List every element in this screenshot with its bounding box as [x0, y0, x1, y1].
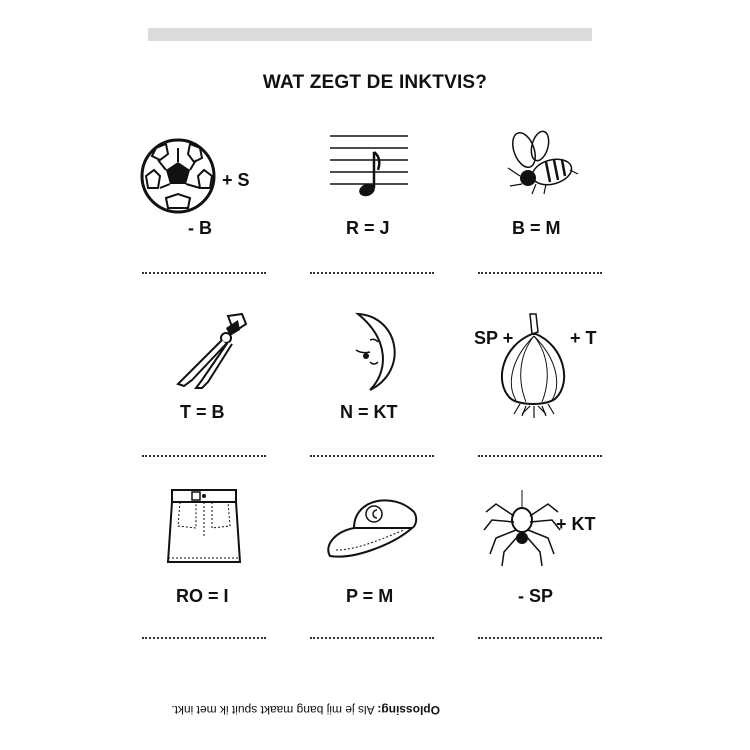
music-note-icon — [330, 130, 410, 205]
solution-text — [120, 703, 440, 717]
header-bar — [148, 28, 592, 41]
bee-icon — [502, 130, 582, 205]
puzzle-9-side-label: + KT — [556, 514, 596, 534]
answer-line-2[interactable] — [310, 272, 434, 274]
spider-icon — [482, 490, 562, 575]
answer-line-4[interactable] — [142, 455, 266, 457]
pliers-icon — [168, 310, 252, 395]
solution-sentence: Als je mij bang maakt spuit ik met inkt. — [171, 703, 375, 717]
skirt-icon — [166, 486, 242, 571]
onion-icon — [496, 312, 572, 427]
answer-line-6[interactable] — [478, 455, 602, 457]
puzzle-4-bottom-label: T = B — [180, 402, 225, 422]
puzzle-8-bottom-label: P = M — [346, 586, 394, 606]
puzzle-7-bottom-label: RO = I — [176, 586, 229, 606]
puzzle-6-side-label: + T — [570, 328, 597, 348]
moon-icon — [340, 310, 410, 399]
puzzle-5-bottom-label: N = KT — [340, 402, 398, 422]
puzzle-1-bottom-label: - B — [188, 218, 212, 238]
answer-line-7[interactable] — [142, 637, 266, 639]
puzzle-3-bottom-label: B = M — [512, 218, 561, 238]
puzzle-6-prefix-label: SP + — [474, 328, 514, 348]
answer-line-1[interactable] — [142, 272, 266, 274]
puzzle-1-side-label: + S — [222, 170, 250, 190]
answer-line-3[interactable] — [478, 272, 602, 274]
answer-line-8[interactable] — [310, 637, 434, 639]
football-icon — [138, 136, 218, 221]
puzzle-9-bottom-label: - SP — [518, 586, 554, 606]
answer-line-9[interactable] — [478, 637, 602, 639]
cap-icon — [324, 488, 420, 569]
solution-label: Oplossing: — [377, 703, 440, 717]
page-title: WAT ZEGT DE INKTVIS? — [262, 72, 488, 93]
puzzle-2-bottom-label: R = J — [346, 218, 390, 238]
answer-line-5[interactable] — [310, 455, 434, 457]
